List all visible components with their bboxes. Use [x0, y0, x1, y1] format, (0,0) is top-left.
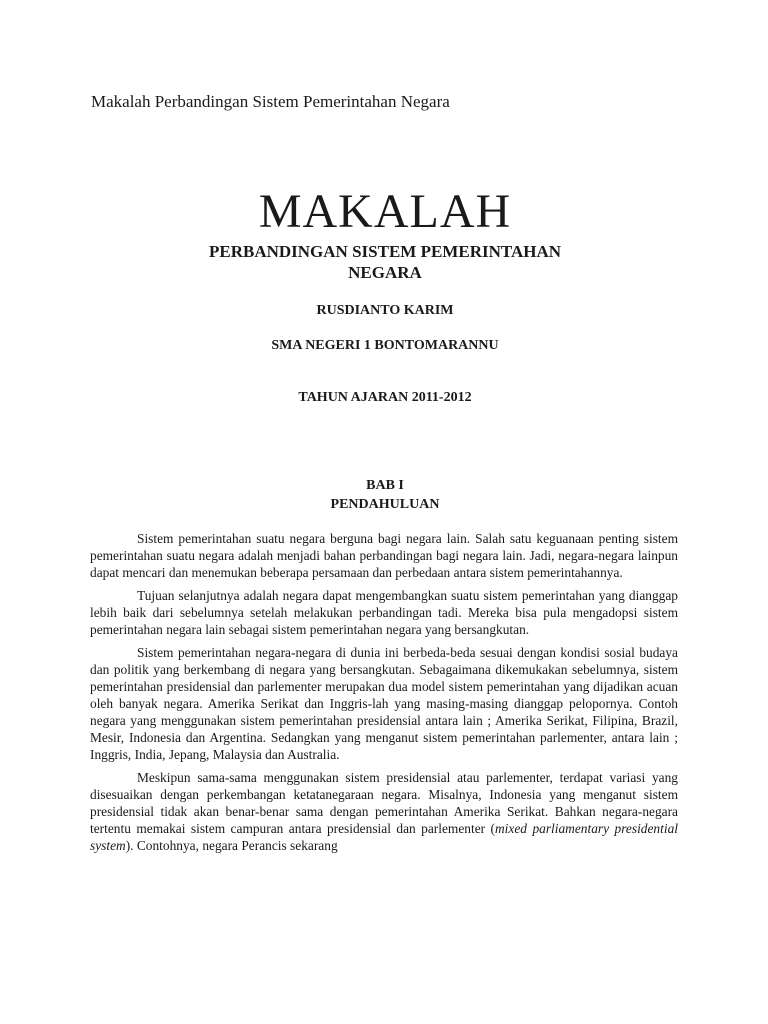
subtitle-line-1: PERBANDINGAN SISTEM PEMERINTAHAN: [209, 242, 561, 261]
subtitle: [90, 241, 680, 283]
chapter-number: BAB I: [366, 478, 404, 493]
subtitle-line-2: NEGARA: [348, 263, 422, 282]
paragraph: Sistem pemerintahan suatu negara berguna bagi negara lain. Salah satu keguanaan penting sistem pemerintahan suatu negara adalah menjadi bahan perbandingan bagi negara lain. Jadi, negara-negara lainpun dapat mencari dan menemukan beberapa persamaan dan perbedaan antara sistem pemerintahannya.: [90, 531, 678, 580]
body-text: [90, 530, 678, 854]
running-header: Makalah Perbandingan Sistem Pemerintahan Negara: [91, 92, 450, 111]
author-name: RUSDIANTO KARIM: [316, 303, 454, 318]
chapter-heading: [90, 476, 680, 514]
paragraph: Tujuan selanjutnya adalah negara dapat mengembangkan suatu sistem pemerintahan yang dianggap lebih baik dari sebelumnya setelah melakukan perbandingan tadi. Mereka bisa pula mengadopsi sistem pemerintahan negara lain sebagai sistem pemerintahan negara yang bersangkutan.: [90, 588, 678, 637]
paragraph: [90, 769, 678, 854]
academic-year: TAHUN AJARAN 2011-2012: [298, 390, 472, 405]
paragraph-text: ). Contohnya, negara Perancis sekarang: [125, 838, 338, 853]
school-name: SMA NEGERI 1 BONTOMARANNU: [271, 338, 499, 353]
paragraph-text: Meskipun sama-sama menggunakan sistem presidensial atau parlementer, terdapat variasi yang disesuaikan dengan perkembangan ketatanegaraan negara. Misalnya, Indonesia yang menganut sistem presidensial tidak akan benar-benar sama dengan pemerintahan Amerika Serikat. Bahkan negara-negara tertentu memakai sistem campuran antara presidensial dan parlementer (: [90, 770, 678, 836]
main-title: MAKALAH: [258, 185, 512, 238]
chapter-title: PENDAHULUAN: [330, 497, 440, 512]
italic-term: mixed parliamentary presidential system: [90, 821, 678, 853]
paragraph: Sistem pemerintahan negara-negara di dunia ini berbeda-beda sesuai dengan kondisi sosial budaya dan politik yang berkembang di negara yang bersangkutan. Sebagaimana dikemukakan sebelumnya, sistem pemerintahan presidensial dan parlementer merupakan dua model sistem pemerintahan yang dijadikan acuan oleh banyak negara. Amerika Serikat dan Inggris-lah yang masing-masing dianggap pelopornya. Contoh negara yang menggunakan sistem pemerintahan presidensial antara lain ; Amerika Serikat, Filipina, Brazil, Mesir, Indonesia dan Argentina. Sedangkan yang menganut sistem pemerintahan parlementer, antara lain ; Inggris, India, Jepang, Malaysia dan Australia.: [90, 645, 678, 762]
